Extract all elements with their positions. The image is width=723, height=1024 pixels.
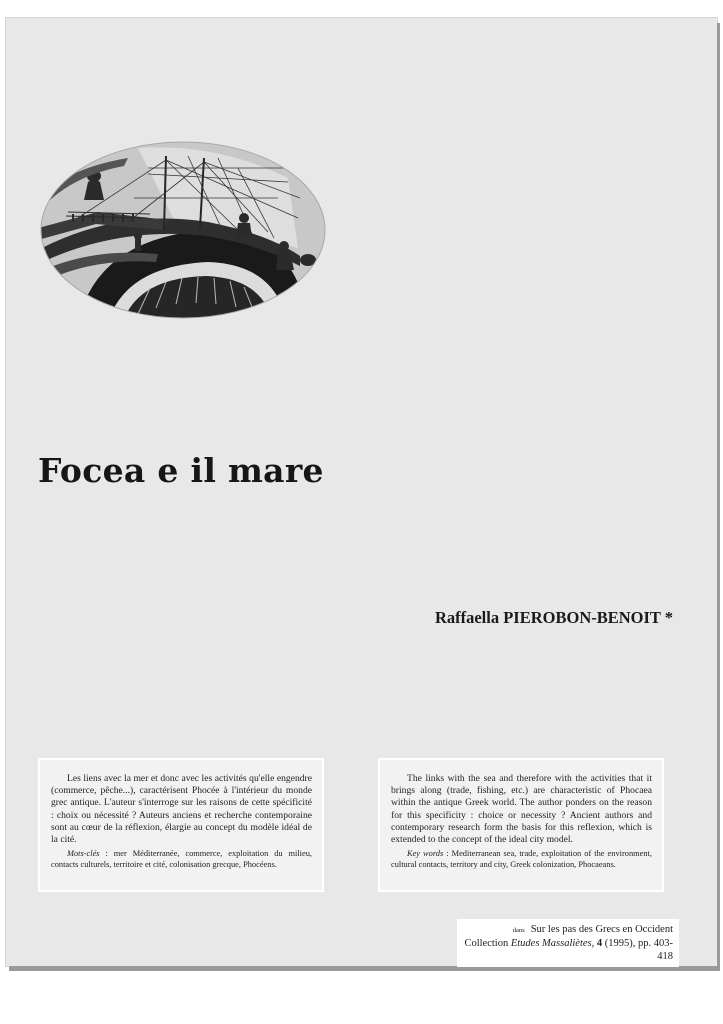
keywords-french-label: Mots-clés [67, 849, 100, 859]
article-title: Focea e il mare [38, 451, 324, 490]
keywords-english-label: Key words [407, 849, 444, 859]
abstract-english [378, 758, 664, 892]
article-page [6, 18, 717, 966]
keywords-french [51, 849, 312, 871]
citation-collection-prefix: Collection [464, 938, 511, 949]
citation-book-title: Sur les pas des Grecs en Occident [530, 924, 673, 935]
citation-box [457, 919, 679, 967]
citation-comma: , [591, 938, 597, 949]
keywords-english-list: : Mediterranean sea, trade, exploitation of the environment, cultural contacts, territory and city, Greek colonization, Phocaeans. [391, 849, 652, 870]
keywords-english [391, 849, 652, 871]
citation-dans: dans [512, 927, 525, 934]
abstract-english-text: The links with the sea and therefore with the activities that it brings along (trade, fishing, etc.) are characteristic of Phocaea within the antique Greek world. The author ponders on the reason for this specificity : choice or necessity ? Ancient authors and contemporary research form the basis for this reflexion, which is extended to the concept of the ideal city model. [391, 773, 652, 846]
citation-details: (1995), pp. 403-418 [602, 938, 673, 962]
citation-collection-name: Etudes Massaliètes [510, 938, 592, 949]
keywords-french-list: : mer Méditerranée, commerce, exploitation du milieu, contacts culturels, territoire et cité, colonisation grecque, Phocéens. [51, 849, 312, 870]
author-name: Raffaella PIEROBON-BENOIT * [434, 608, 673, 627]
greek-ship-vase-painting-icon [38, 138, 328, 322]
abstract-french [38, 758, 324, 892]
citation-line-1 [461, 923, 673, 937]
citation-volume: 4 [596, 938, 603, 949]
abstract-french-text: Les liens avec la mer et donc avec les activités qu'elle engendre (commerce, pêche...), caractérisent Phocée à l'intérieur du monde grec antique. L'auteur s'interroge sur les raisons de cette spécificité : choix ou nécessité ? Auteurs anciens et recherche contemporaine sont au cœur de la réflexion, élargie au concept du modèle idéal de la cité. [51, 773, 312, 846]
citation-line-2 [461, 937, 673, 963]
